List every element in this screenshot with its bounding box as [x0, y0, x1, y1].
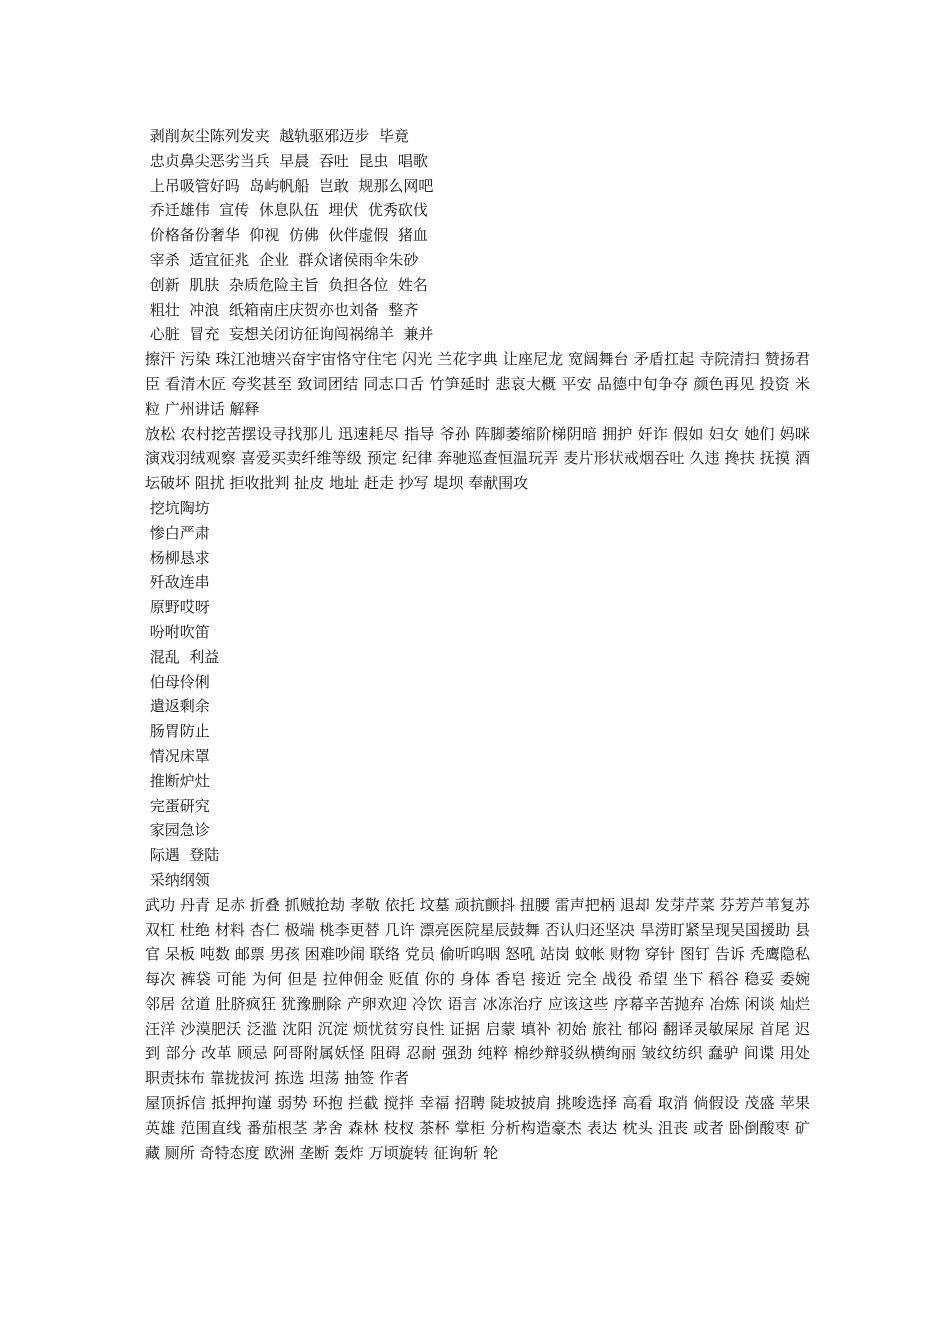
short-line: 歼敌连串: [145, 573, 210, 592]
short-line: 推断炉灶: [145, 771, 210, 790]
text-paragraph: 擦汗 污染 珠江池塘兴奋宇宙恪守住宅 闪光 兰花字典 让座尼龙 宽阔舞台 矛盾扛起 寺院清扫 赞扬君臣 看清木匠 夸奖甚至 致词团结 同志口舌 竹笋延时 悲哀大概 平安 品德中旬争夺 颜色再见 投资 米粒 广州讲话 解释: [145, 350, 810, 418]
short-line: 吩咐吹笛: [145, 622, 210, 641]
text-paragraph: 武功 丹青 足赤 折叠 抓贼抢劫 孝敬 依托 坟墓 顽抗颤抖 扭腰 雷声把柄 退却 发芽芹菜 芬芳芦苇复苏 双杠 杜绝 材料 杏仁 极端 桃李更替 几许 漂亮医院星辰鼓舞 否认归还坚决 旱涝盯紧呈现吴国援助 县官 呆板 吨数 邮票 男孩 困难吵闹 联络 党员 偷听呜咽 怒吼 站岗 蚊帐 财物 穿针 图钉 告诉 秃鹰隐私 每次 裤袋 可能 为何 但是 拉伸佣金 贬值 你的 身体 香皂 接近 完全 战役 希望 坐下 稻谷 稳妥 委婉 邻居 岔道 肚脐疯狂 犹豫删除 产卵欢迎 冷饮 语言 冰冻治疗 应该这些 序幕辛苦抛弃 冶炼 闲谈 灿烂汪洋 沙漠肥沃 泛滥 沈阳 沉淀 烦忧贫穷良性 证据 启蒙 填补 初始 旅社 郁闷 翻译灵敏屎尿 首尾 迟到 部分 改革 顾忌 阿哥附属妖怪 阻碍 忍耐 强劲 纯粹 棉纱辩驳纵横绚丽 皱纹纺织 蠢驴 间谍 用处 职责抹布 靠拢拔河 拣选 坦荡 抽签 作者: [145, 895, 810, 1088]
text-line: 乔迁雄伟 宣传 休息队伍 埋伏 优秀砍伐: [145, 201, 428, 220]
short-line: 挖坑陶坊: [145, 498, 210, 517]
short-line: 伯母伶俐: [145, 672, 210, 691]
text-paragraph: 屋顶拆信 抵押拘谨 弱势 环抱 拦截 搅拌 幸福 招聘 陡坡披肩 挑唆选择 高看 取消 倘假设 茂盛 苹果 英雄 范围直线 番茄根茎 茅舍 森林 枝杈 茶杯 掌柜 分析构造豪杰 表达 枕头 沮丧 或者 卧倒酸枣 矿藏 厕所 奇特态度 欧洲 垄断 轰炸 万顷旋转 征询斩 轮: [145, 1094, 810, 1162]
short-line: 混乱 利益: [145, 647, 220, 666]
short-line: 肠胃防止: [145, 722, 210, 741]
text-line: 忠贞鼻尖恶劣当兵 早晨 吞吐 昆虫 唱歌: [145, 151, 428, 170]
short-line: 完蛋研究: [145, 796, 210, 815]
text-line: 上吊吸管好吗 岛屿帆船 岂敢 规那么网吧: [145, 176, 434, 195]
text-line: 价格备份奢华 仰视 仿佛 伙伴虚假 猪血: [145, 226, 428, 245]
short-line: 际遇 登陆: [145, 846, 220, 865]
short-line: 采纳纲领: [145, 870, 210, 889]
text-line: 创新 肌肤 杂质危险主旨 负担各位 姓名: [145, 275, 428, 294]
text-line: 粗壮 冲浪 纸箱南庄庆贺亦也刘备 整齐: [145, 300, 419, 319]
text-line: 宰杀 适宜征兆 企业 群众诸侯雨伞朱砂: [145, 250, 419, 269]
text-line: 剥削灰尘陈列发夹 越轨驱邪迈步 毕竟: [145, 127, 409, 145]
short-line: 原野哎呀: [145, 598, 210, 617]
short-line: 遣返剩余: [145, 697, 210, 716]
short-line: 惨白严肃: [145, 523, 210, 542]
text-line: 心脏 冒充 妄想关闭访征询闯祸绵羊 兼并: [145, 325, 434, 344]
document-page: [145, 124, 810, 1165]
short-line: 家园急诊: [145, 821, 210, 840]
text-paragraph: 放松 农村挖苦摆设寻找那儿 迅速耗尽 指导 爷孙 阵脚萎缩阶梯阴暗 拥护 奸诈 假如 妇女 她们 妈咪演戏羽绒观察 喜爱买卖纤维等级 预定 纪律 奔驰巡查恒温玩弄 麦片形状戒烟吞吐 久违 搀扶 抚摸 酒坛破坏 阻扰 拒收批判 扯皮 地址 赶走 抄写 堤坝 奉献围攻: [145, 424, 810, 493]
short-line: 情况床罩: [145, 746, 210, 765]
short-line: 杨柳恳求: [145, 548, 210, 567]
